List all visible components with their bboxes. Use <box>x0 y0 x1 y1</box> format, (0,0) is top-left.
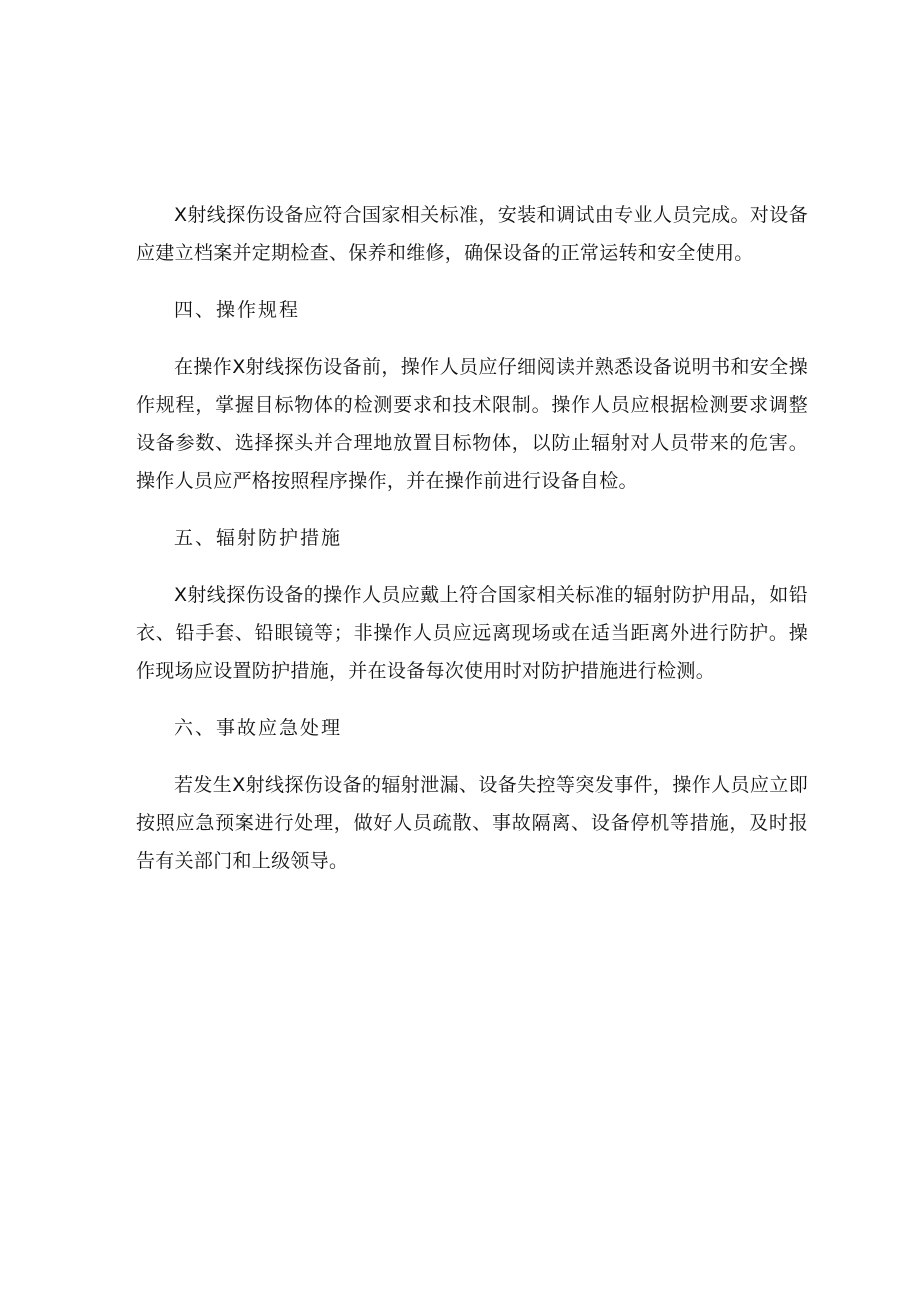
spacer <box>136 747 808 766</box>
heading-operating-procedures: 四、操作规程 <box>174 299 301 321</box>
paragraph-operating-procedures: 在操作X射线探伤设备前，操作人员应仔细阅读并熟悉设备说明书和安全操作规程，掌握目标物体的检测要求和技术限制。操作人员应根据检测要求调整设备参数、选择探头并合理地放置目标物体，以防止辐射对人员带来的危害。操作人员应严格按照程序操作，并在操作前进行设备自检。 <box>136 356 808 492</box>
spacer <box>136 500 808 519</box>
spacer <box>136 690 808 709</box>
spacer <box>136 557 808 576</box>
paragraph-emergency-handling: 若发生X射线探伤设备的辐射泄漏、设备失控等突发事件，操作人员应立即按照应急预案进行处理，做好人员疏散、事故隔离、设备停机等措施，及时报告有关部门和上级领导。 <box>136 774 808 872</box>
document-body <box>136 196 808 880</box>
paragraph-equipment: X射线探伤设备应符合国家相关标准，安装和调试由专业人员完成。对设备应建立档案并定期检查、保养和维修，确保设备的正常运转和安全使用。 <box>136 204 808 264</box>
spacer <box>136 272 808 291</box>
paragraph-radiation-protection: X射线探伤设备的操作人员应戴上符合国家相关标准的辐射防护用品，如铅衣、铅手套、铅眼镜等；非操作人员应远离现场或在适当距离外进行防护。操作现场应设置防护措施，并在设备每次使用时对防护措施进行检测。 <box>136 584 808 682</box>
heading-radiation-protection: 五、辐射防护措施 <box>174 527 343 549</box>
spacer <box>136 329 808 348</box>
heading-emergency-handling: 六、事故应急处理 <box>174 717 343 739</box>
